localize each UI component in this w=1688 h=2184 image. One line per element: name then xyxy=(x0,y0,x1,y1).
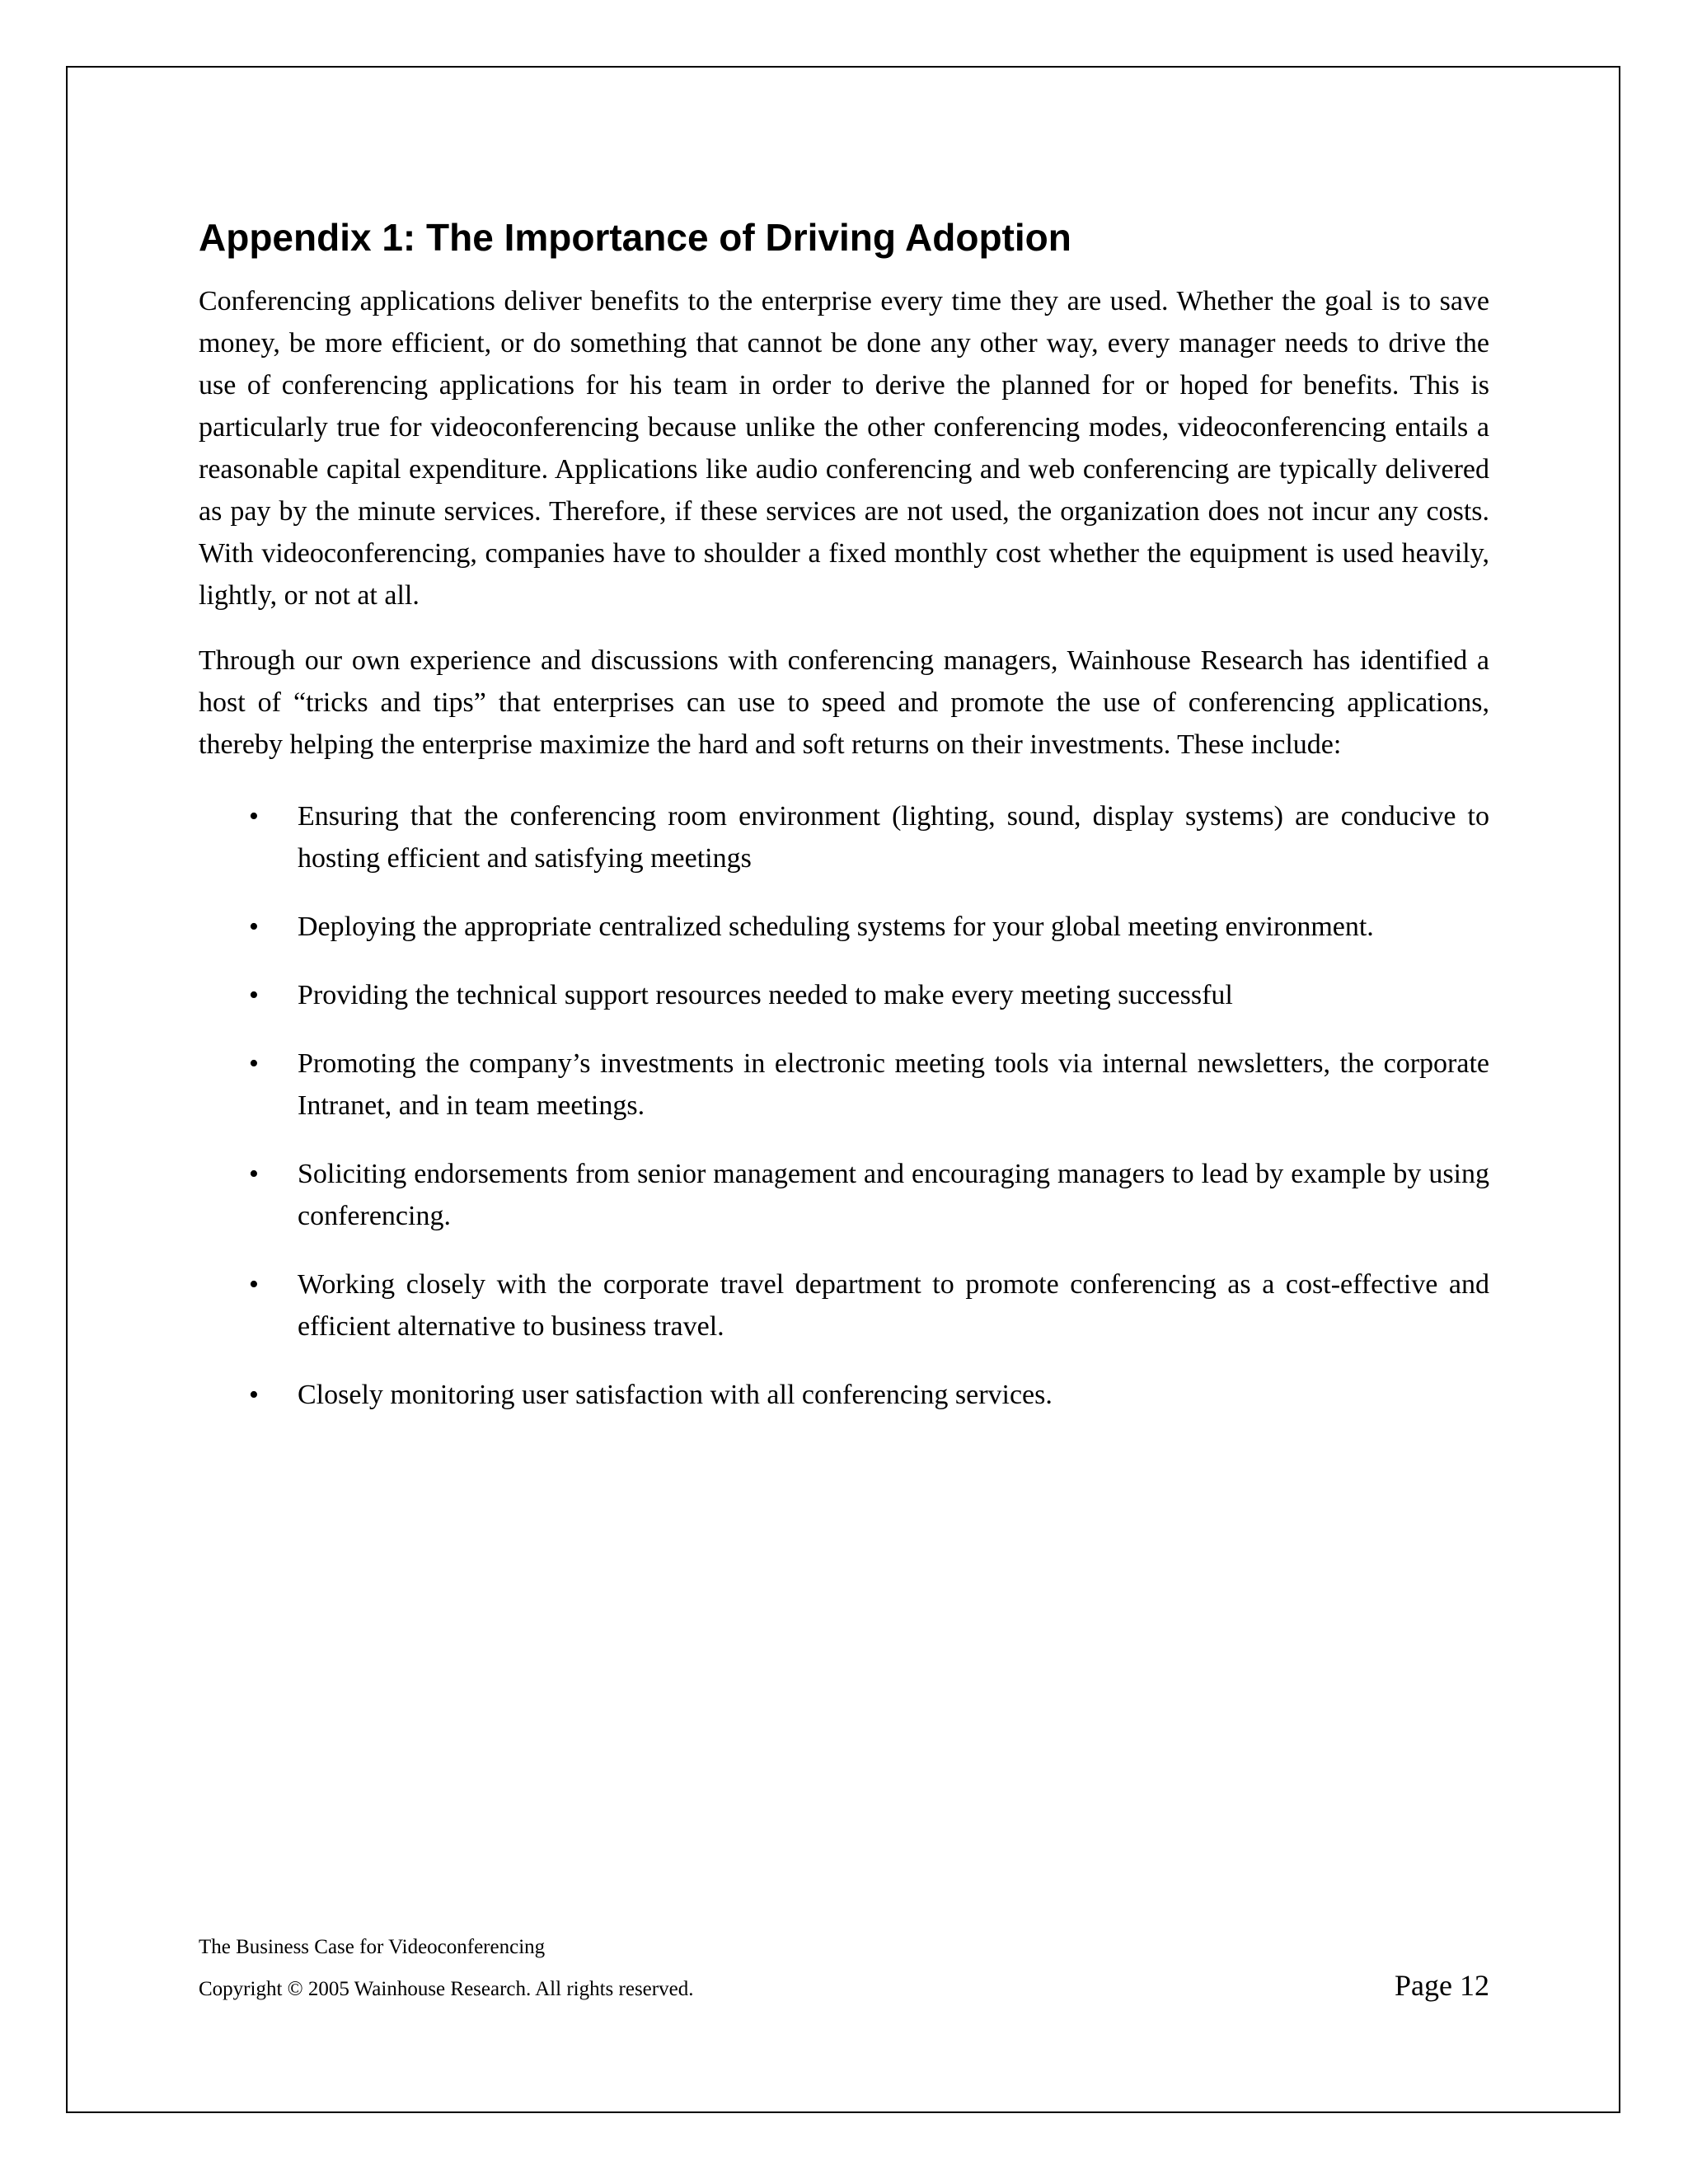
body-paragraph: Through our own experience and discussions with conferencing managers, Wainhouse Research has identified a host of “tricks and tips” that enterprises can use to speed and promote the use of conferencing applications, thereby helping the enterprise maximize the hard and soft returns on their investments. These include: xyxy=(199,645,1489,760)
bullet-text: Ensuring that the conferencing room environment (lighting, sound, display systems) are conducive to hosting efficient and satisfying meetings xyxy=(298,801,1489,874)
bullet-list xyxy=(199,795,1489,1416)
bullet-dot-icon: • xyxy=(249,1380,259,1410)
body-paragraph: Conferencing applications deliver benefits to the enterprise every time they are used. Whether the goal is to save money, be more efficient, or do something that cannot be done any other way, every manager needs to drive the use of conferencing applications for his team in order to derive the planned for or hoped for benefits. This is particularly true for videoconferencing because unlike the other conferencing modes, videoconferencing entails a reasonable capital expenditure. Applications like audio conferencing and web conferencing are typically delivered as pay by the minute services. Therefore, if these services are not used, the organization does not incur any costs. With videoconferencing, companies have to shoulder a fixed monthly cost whether the equipment is used heavily, lightly, or not at all. xyxy=(199,286,1489,611)
footer-row xyxy=(199,1969,1489,2004)
page-title: Appendix 1: The Importance of Driving Adoption xyxy=(199,216,1071,259)
bullet-dot-icon: • xyxy=(249,801,259,832)
bullet-dot-icon: • xyxy=(249,1159,259,1189)
page-number: Page 12 xyxy=(1395,1969,1489,2002)
bullet-text: Deploying the appropriate centralized scheduling systems for your global meeting environment. xyxy=(298,912,1374,942)
bullet-item xyxy=(199,974,1489,1016)
bullet-text: Providing the technical support resources needed to make every meeting successful xyxy=(298,980,1233,1010)
bullet-item xyxy=(199,1374,1489,1416)
page-footer xyxy=(199,1933,1489,2004)
bullet-item xyxy=(199,1263,1489,1347)
footer-document-title: The Business Case for Videoconferencing xyxy=(199,1936,546,1958)
bullet-text: Closely monitoring user satisfaction with all conferencing services. xyxy=(298,1380,1053,1410)
bullet-item xyxy=(199,906,1489,948)
bullet-dot-icon: • xyxy=(249,1269,259,1300)
bullet-item xyxy=(199,1153,1489,1237)
bullet-dot-icon: • xyxy=(249,1048,259,1079)
bullet-text: Promoting the company’s investments in electronic meeting tools via internal newsletters, the corporate Intranet, and in team meetings. xyxy=(298,1048,1489,1121)
page-content xyxy=(199,213,1489,1442)
bullet-dot-icon: • xyxy=(249,980,259,1010)
bullet-item xyxy=(199,795,1489,879)
bullet-dot-icon: • xyxy=(249,912,259,942)
bullet-text: Working closely with the corporate travel department to promote conferencing as a cost-effective and efficient alternative to business travel. xyxy=(298,1269,1489,1342)
bullet-text: Soliciting endorsements from senior management and encouraging managers to lead by example by using conferencing. xyxy=(298,1159,1489,1231)
footer-copyright: Copyright © 2005 Wainhouse Research. All rights reserved. xyxy=(199,1978,694,2000)
bullet-item xyxy=(199,1043,1489,1127)
